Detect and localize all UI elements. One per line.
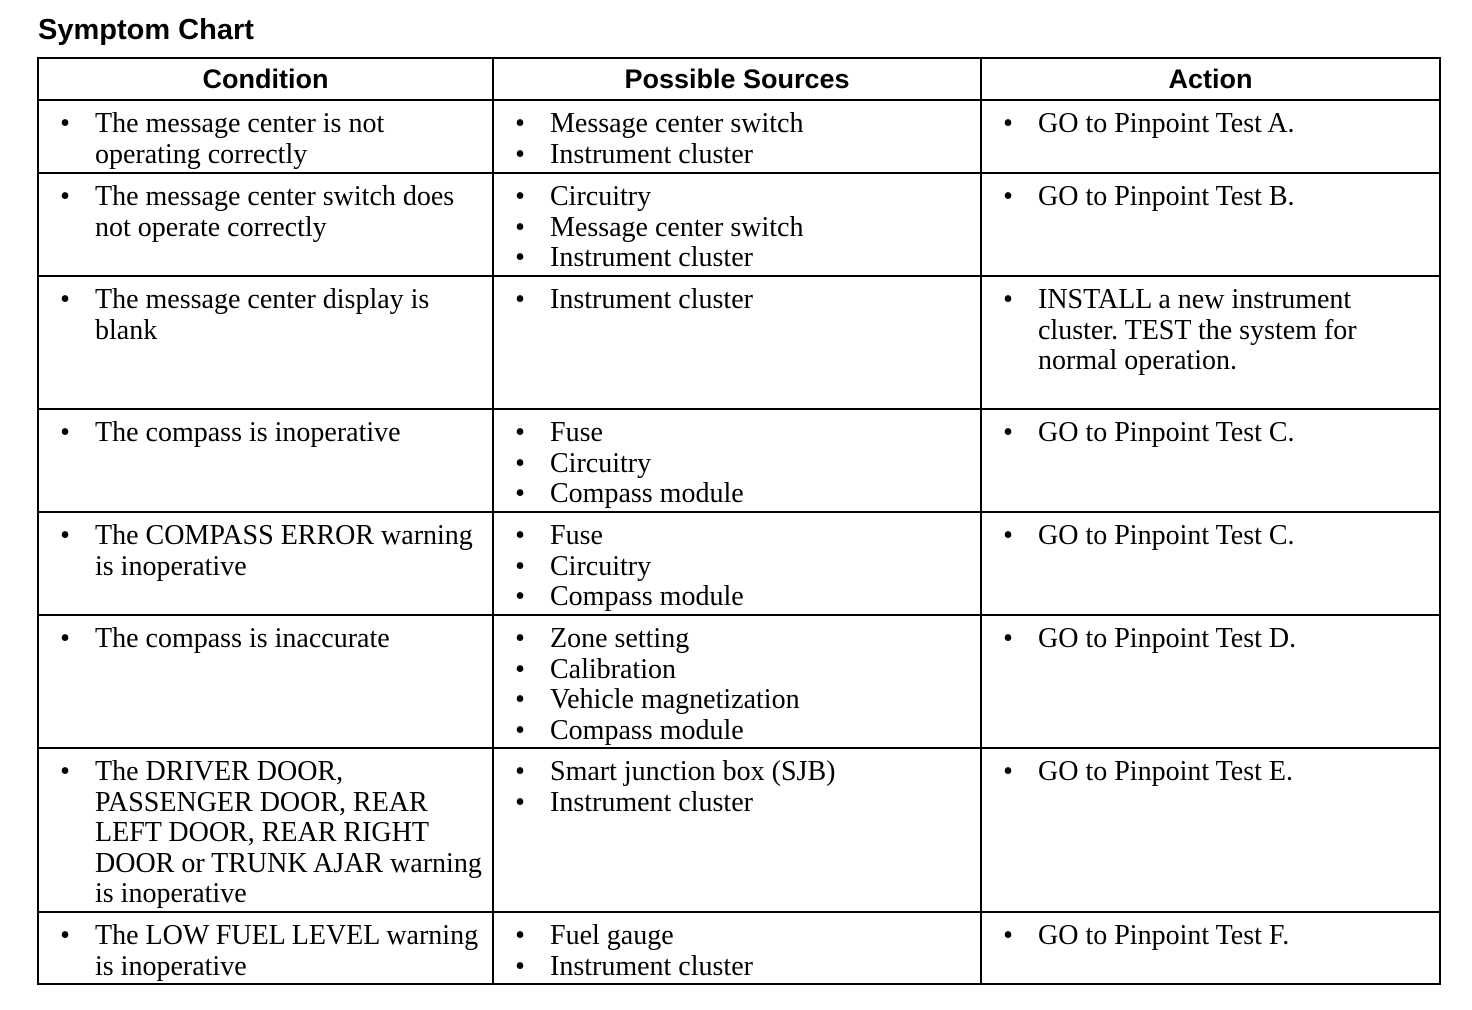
list-item: • Instrument cluster bbox=[494, 140, 974, 171]
bullet-icon: • bbox=[515, 108, 525, 139]
condition-cell bbox=[38, 912, 493, 984]
bullet-icon: • bbox=[515, 550, 525, 582]
bullet-icon: • bbox=[60, 181, 70, 212]
bullet-icon: • bbox=[515, 684, 525, 716]
column-header-condition: Condition bbox=[38, 58, 493, 100]
condition-cell bbox=[38, 748, 493, 912]
sources-cell bbox=[493, 748, 981, 912]
bullet-icon: • bbox=[515, 920, 525, 951]
bullet-icon: • bbox=[515, 756, 525, 787]
bullet-icon: • bbox=[515, 714, 525, 746]
list-item: • Smart junction box (SJB) bbox=[494, 757, 974, 788]
table-row bbox=[38, 615, 1440, 748]
table-header-row bbox=[38, 58, 1440, 100]
action-cell bbox=[981, 512, 1440, 615]
bullet-icon: • bbox=[1003, 623, 1013, 654]
bullet-icon: • bbox=[515, 211, 525, 243]
list-item: • Instrument cluster bbox=[494, 788, 974, 819]
list-item: • Circuitry bbox=[494, 449, 974, 480]
list-item: • GO to Pinpoint Test F. bbox=[982, 921, 1433, 952]
bullet-icon: • bbox=[1003, 417, 1013, 448]
list-item: • GO to Pinpoint Test C. bbox=[982, 418, 1433, 449]
list-item: • Instrument cluster bbox=[494, 285, 974, 316]
sources-cell bbox=[493, 100, 981, 173]
list-item: • Compass module bbox=[494, 479, 974, 510]
list-item: • Compass module bbox=[494, 716, 974, 747]
list-item: • Circuitry bbox=[494, 182, 974, 213]
list-item: • The COMPASS ERROR warning is inoperative bbox=[39, 521, 486, 582]
list-item: • GO to Pinpoint Test B. bbox=[982, 182, 1433, 213]
list-item: • Fuse bbox=[494, 418, 974, 449]
bullet-icon: • bbox=[1003, 108, 1013, 139]
condition-cell bbox=[38, 276, 493, 409]
list-item: • Vehicle magnetization bbox=[494, 685, 974, 716]
bullet-icon: • bbox=[515, 447, 525, 479]
list-item: • Fuse bbox=[494, 521, 974, 552]
list-item: • GO to Pinpoint Test D. bbox=[982, 624, 1433, 655]
sources-cell bbox=[493, 409, 981, 512]
bullet-icon: • bbox=[515, 284, 525, 315]
bullet-icon: • bbox=[60, 623, 70, 654]
list-item: • The compass is inoperative bbox=[39, 418, 486, 449]
list-item: • The compass is inaccurate bbox=[39, 624, 486, 655]
bullet-icon: • bbox=[515, 786, 525, 818]
condition-cell bbox=[38, 173, 493, 276]
bullet-icon: • bbox=[1003, 756, 1013, 787]
bullet-icon: • bbox=[515, 138, 525, 170]
list-item: • Compass module bbox=[494, 582, 974, 613]
bullet-icon: • bbox=[515, 581, 525, 613]
bullet-icon: • bbox=[515, 478, 525, 510]
bullet-icon: • bbox=[60, 920, 70, 951]
bullet-icon: • bbox=[515, 242, 525, 274]
bullet-icon: • bbox=[60, 520, 70, 551]
action-cell bbox=[981, 912, 1440, 984]
list-item: • Zone setting bbox=[494, 624, 974, 655]
table-row bbox=[38, 912, 1440, 984]
table-row bbox=[38, 276, 1440, 409]
list-item: • Fuel gauge bbox=[494, 921, 974, 952]
condition-cell bbox=[38, 615, 493, 748]
list-item: • GO to Pinpoint Test A. bbox=[982, 109, 1433, 140]
list-item: • The LOW FUEL LEVEL warning is inoperative bbox=[39, 921, 486, 982]
action-cell bbox=[981, 100, 1440, 173]
action-cell bbox=[981, 615, 1440, 748]
symptom-chart-table bbox=[37, 57, 1441, 985]
list-item: • Message center switch bbox=[494, 213, 974, 244]
bullet-icon: • bbox=[60, 108, 70, 139]
column-header-possible-sources: Possible Sources bbox=[493, 58, 981, 100]
sources-cell bbox=[493, 615, 981, 748]
bullet-icon: • bbox=[515, 950, 525, 982]
list-item: • The message center display is blank bbox=[39, 285, 486, 346]
action-cell bbox=[981, 276, 1440, 409]
list-item: • The message center switch does not operate correctly bbox=[39, 182, 486, 243]
list-item: • GO to Pinpoint Test E. bbox=[982, 757, 1433, 788]
action-cell bbox=[981, 409, 1440, 512]
bullet-icon: • bbox=[1003, 520, 1013, 551]
list-item: • Calibration bbox=[494, 655, 974, 686]
sources-cell bbox=[493, 173, 981, 276]
list-item: • Instrument cluster bbox=[494, 952, 974, 983]
list-item: • Circuitry bbox=[494, 552, 974, 583]
bullet-icon: • bbox=[515, 653, 525, 685]
sources-cell bbox=[493, 512, 981, 615]
action-cell bbox=[981, 173, 1440, 276]
bullet-icon: • bbox=[515, 520, 525, 551]
action-cell bbox=[981, 748, 1440, 912]
condition-cell bbox=[38, 409, 493, 512]
bullet-icon: • bbox=[515, 181, 525, 212]
bullet-icon: • bbox=[60, 756, 70, 787]
table-row bbox=[38, 512, 1440, 615]
list-item: • The message center is not operating correctly bbox=[39, 109, 486, 170]
sources-cell bbox=[493, 276, 981, 409]
bullet-icon: • bbox=[515, 623, 525, 654]
bullet-icon: • bbox=[60, 284, 70, 315]
list-item: • Instrument cluster bbox=[494, 243, 974, 274]
condition-cell bbox=[38, 512, 493, 615]
table-row bbox=[38, 100, 1440, 173]
bullet-icon: • bbox=[1003, 920, 1013, 951]
list-item: • Message center switch bbox=[494, 109, 974, 140]
list-item: • GO to Pinpoint Test C. bbox=[982, 521, 1433, 552]
table-row bbox=[38, 409, 1440, 512]
list-item: • INSTALL a new instrument cluster. TEST the system for normal operation. bbox=[982, 285, 1433, 377]
bullet-icon: • bbox=[1003, 181, 1013, 212]
table-row bbox=[38, 748, 1440, 912]
table-row bbox=[38, 173, 1440, 276]
column-header-action: Action bbox=[981, 58, 1440, 100]
bullet-icon: • bbox=[1003, 284, 1013, 315]
bullet-icon: • bbox=[60, 417, 70, 448]
bullet-icon: • bbox=[515, 417, 525, 448]
page-title: Symptom Chart bbox=[38, 14, 254, 46]
sources-cell bbox=[493, 912, 981, 984]
list-item: • The DRIVER DOOR, PASSENGER DOOR, REAR LEFT DOOR, REAR RIGHT DOOR or TRUNK AJAR warning is inoperative bbox=[39, 757, 486, 910]
condition-cell bbox=[38, 100, 493, 173]
